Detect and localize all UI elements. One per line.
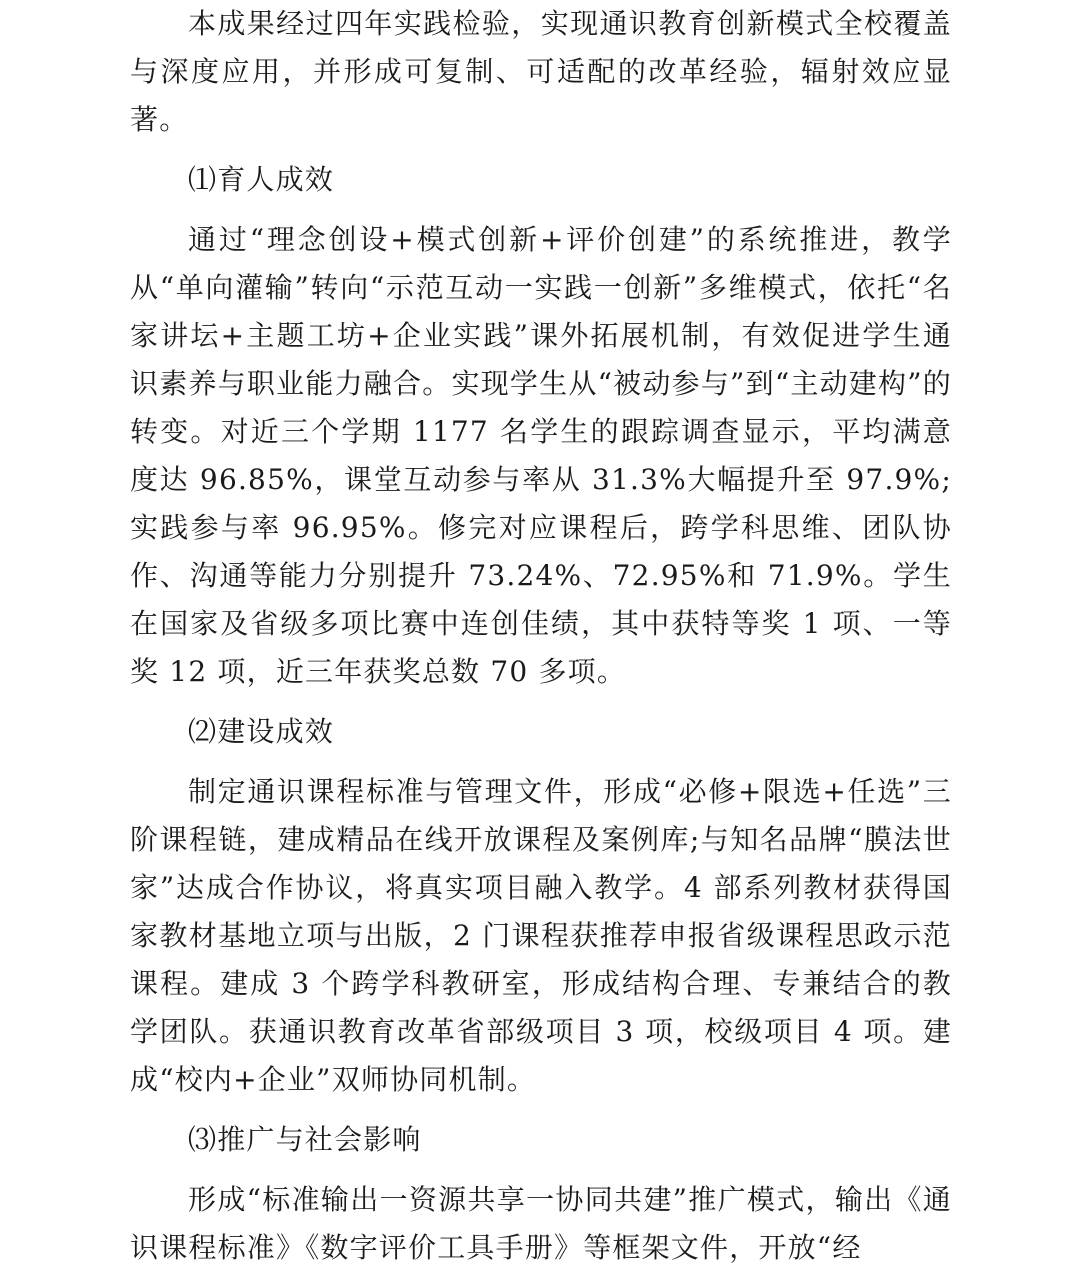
- section-heading-tuiguang: ⑶推广与社会影响: [188, 1123, 422, 1156]
- section-heading-yuren: ⑴育人成效: [188, 163, 335, 196]
- section-heading-jianshe: ⑵建设成效: [188, 715, 335, 748]
- section-body-jianshe: 制定通识课程标准与管理文件，形成“必修+限选+任选”三阶课程链，建成精品在线开放课程及案例库;与知名品牌“膜法世家”达成合作协议，将真实项目融入教学。4 部系列教材获得国家教材基地立项与出版，2 门课程获推荐申报省级课程思政示范课程。建成 3 个跨学科教研室，形成结构合理、专兼结合的教学团队。获通识教育改革省部级项目 3 项，校级项目 4 项。建成“校内+企业”双师协同机制。: [130, 775, 952, 1096]
- intro-paragraph: 本成果经过四年实践检验，实现通识教育创新模式全校覆盖与深度应用，并形成可复制、可适配的改革经验，辐射效应显著。: [130, 7, 952, 136]
- section-body-tuiguang: 形成“标准输出一资源共享一协同共建”推广模式，输出《通识课程标准》《数字评价工具手册》等框架文件，开放“经: [130, 1183, 952, 1264]
- section-body-yuren: 通过“理念创设+模式创新+评价创建”的系统推进，教学从“单向灌输”转向“示范互动一实践一创新”多维模式，依托“名家讲坛+主题工坊+企业实践”课外拓展机制，有效促进学生通识素养与职业能力融合。实现学生从“被动参与”到“主动建构”的转变。对近三个学期 1177 名学生的跟踪调查显示，平均满意度达 96.85%，课堂互动参与率从 31.3%大幅提升至 97.9%;实践参与率 96.95%。修完对应课程后，跨学科思维、团队协作、沟通等能力分别提升 73.24%、72.95%和 71.9%。学生在国家及省级多项比赛中连创佳绩，其中获特等奖 1 项、一等奖 12 项，近三年获奖总数 70 多项。: [130, 223, 952, 688]
- document-body: [130, 0, 952, 1272]
